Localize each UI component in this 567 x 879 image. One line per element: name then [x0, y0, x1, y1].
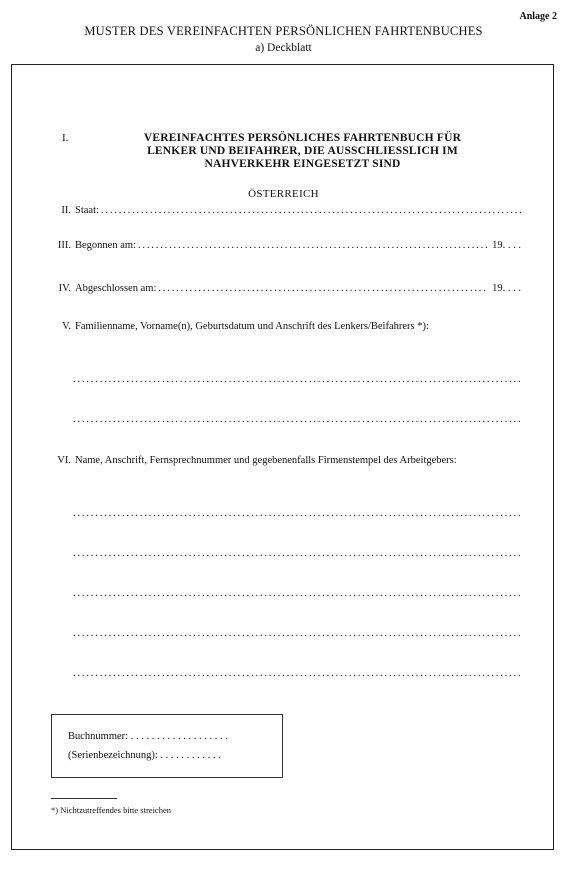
series-designation-line: (Serienbezeichnung): . . . . . . . . . . . .: [68, 750, 221, 761]
field-staat: [49, 205, 521, 216]
section-vi: [49, 455, 521, 485]
section-v: [49, 321, 521, 351]
fill-in-line: [73, 588, 521, 600]
section-vi-text: Name, Anschrift, Fernsprechnummer und gegebenenfalls Firmenstempel des Arbeitgebers:: [75, 455, 457, 466]
section-i-title-line: NAHVERKEHR EINGESETZT SIND: [204, 158, 401, 170]
field-number: IV.: [58, 283, 71, 294]
fill-in-dots: [158, 283, 488, 294]
field-label: Staat:: [75, 205, 99, 216]
field-number: III.: [57, 240, 71, 251]
fill-in-line: [73, 628, 521, 640]
fill-in-line: [73, 548, 521, 560]
fill-in-line: [73, 508, 521, 520]
document-heading: MUSTER DES VEREINFACHTEN PERSÖNLICHEN FAHRTENBUCHES: [84, 24, 483, 38]
section-i-title-line: VEREINFACHTES PERSÖNLICHES FAHRTENBUCH FÜR: [143, 132, 462, 144]
fill-in-dots: [138, 240, 488, 251]
fill-in-line: [73, 414, 521, 426]
footnote: *) Nichtzutreffendes bitte streichen: [51, 805, 171, 815]
section-v-text: Familienname, Vorname(n), Geburtsdatum und Anschrift des Lenkers/Beifahrers *):: [75, 321, 429, 332]
book-number-box: [51, 714, 283, 778]
document-subheading: a) Deckblatt: [255, 42, 312, 54]
fill-in-line: [73, 374, 521, 386]
field-label: Abgeschlossen am:: [75, 283, 157, 294]
book-number-line: Buchnummer: . . . . . . . . . . . . . . . . . . .: [68, 731, 228, 742]
year-suffix: 19. . . .: [492, 283, 521, 294]
annex-label: Anlage 2: [519, 11, 557, 22]
section-i-title-line: LENKER UND BEIFAHRER, DIE AUSSCHLIESSLICH IM: [147, 145, 458, 157]
section-i-title: [100, 132, 505, 171]
field-number: II.: [61, 205, 71, 216]
fill-in-line: [73, 668, 521, 680]
fill-in-dots: [101, 205, 521, 216]
year-suffix: 19. . . .: [492, 240, 521, 251]
section-v-number: V.: [62, 321, 71, 332]
country-name: ÖSTERREICH: [248, 188, 319, 200]
section-vi-number: VI.: [57, 455, 71, 466]
field-begonnen: [49, 240, 521, 251]
section-i-number: I.: [62, 132, 69, 144]
footnote-rule: [51, 798, 117, 799]
field-label: Begonnen am:: [75, 240, 136, 251]
field-abgeschlossen: [49, 283, 521, 294]
